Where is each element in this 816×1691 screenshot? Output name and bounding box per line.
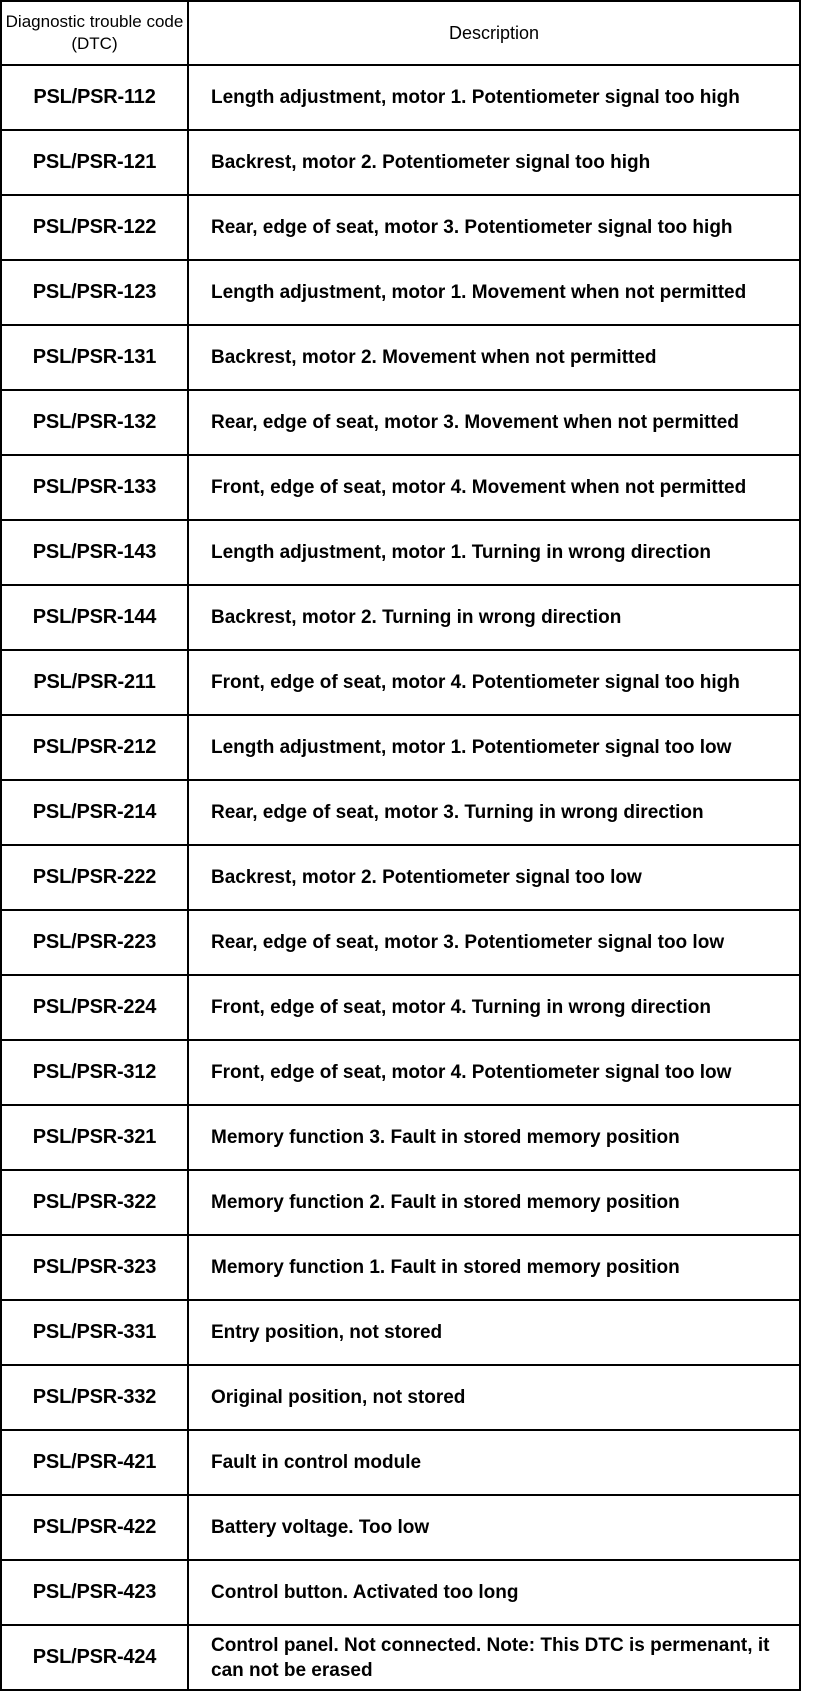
dtc-description: Backrest, motor 2. Movement when not permitted	[188, 325, 800, 390]
dtc-description: Backrest, motor 2. Potentiometer signal too high	[188, 130, 800, 195]
dtc-description: Fault in control module	[188, 1430, 800, 1495]
table-row	[1, 650, 800, 715]
dtc-code: PSL/PSR-321	[1, 1105, 188, 1170]
dtc-code: PSL/PSR-121	[1, 130, 188, 195]
table-row	[1, 1300, 800, 1365]
table-row	[1, 1365, 800, 1430]
dtc-code: PSL/PSR-143	[1, 520, 188, 585]
table-row	[1, 715, 800, 780]
table-row	[1, 1495, 800, 1560]
table-row	[1, 520, 800, 585]
dtc-description: Rear, edge of seat, motor 3. Potentiometer signal too high	[188, 195, 800, 260]
dtc-code: PSL/PSR-223	[1, 910, 188, 975]
dtc-code: PSL/PSR-144	[1, 585, 188, 650]
table-row	[1, 390, 800, 455]
dtc-description: Rear, edge of seat, motor 3. Potentiometer signal too low	[188, 910, 800, 975]
header-row	[1, 1, 800, 65]
table-row	[1, 195, 800, 260]
table-row	[1, 1430, 800, 1495]
table-row	[1, 780, 800, 845]
dtc-code: PSL/PSR-331	[1, 1300, 188, 1365]
header-dtc: Diagnostic trouble code (DTC)	[1, 1, 188, 65]
table-row	[1, 130, 800, 195]
table-row	[1, 910, 800, 975]
table-row	[1, 1560, 800, 1625]
dtc-description: Control panel. Not connected. Note: This DTC is permenant, it can not be erased	[188, 1625, 800, 1690]
dtc-code: PSL/PSR-312	[1, 1040, 188, 1105]
dtc-description: Front, edge of seat, motor 4. Potentiometer signal too high	[188, 650, 800, 715]
table-row	[1, 325, 800, 390]
table-row	[1, 1105, 800, 1170]
dtc-code: PSL/PSR-323	[1, 1235, 188, 1300]
dtc-code: PSL/PSR-212	[1, 715, 188, 780]
dtc-description: Backrest, motor 2. Turning in wrong direction	[188, 585, 800, 650]
table-row	[1, 1625, 800, 1690]
table-row	[1, 65, 800, 130]
dtc-code: PSL/PSR-322	[1, 1170, 188, 1235]
dtc-description: Front, edge of seat, motor 4. Movement when not permitted	[188, 455, 800, 520]
dtc-description: Rear, edge of seat, motor 3. Movement when not permitted	[188, 390, 800, 455]
table-row	[1, 585, 800, 650]
dtc-code: PSL/PSR-222	[1, 845, 188, 910]
table-row	[1, 1235, 800, 1300]
dtc-code: PSL/PSR-424	[1, 1625, 188, 1690]
dtc-code: PSL/PSR-132	[1, 390, 188, 455]
dtc-description: Length adjustment, motor 1. Potentiometer signal too high	[188, 65, 800, 130]
table-row	[1, 975, 800, 1040]
dtc-code: PSL/PSR-224	[1, 975, 188, 1040]
dtc-code: PSL/PSR-332	[1, 1365, 188, 1430]
table-row	[1, 455, 800, 520]
table-row	[1, 1040, 800, 1105]
dtc-code: PSL/PSR-211	[1, 650, 188, 715]
dtc-description: Length adjustment, motor 1. Turning in wrong direction	[188, 520, 800, 585]
dtc-description: Front, edge of seat, motor 4. Potentiometer signal too low	[188, 1040, 800, 1105]
dtc-description: Entry position, not stored	[188, 1300, 800, 1365]
dtc-code: PSL/PSR-123	[1, 260, 188, 325]
table-header	[1, 1, 800, 65]
dtc-code: PSL/PSR-421	[1, 1430, 188, 1495]
dtc-description: Memory function 2. Fault in stored memory position	[188, 1170, 800, 1235]
dtc-code: PSL/PSR-112	[1, 65, 188, 130]
table-row	[1, 845, 800, 910]
dtc-description: Backrest, motor 2. Potentiometer signal too low	[188, 845, 800, 910]
table-body	[1, 65, 800, 1690]
dtc-code: PSL/PSR-122	[1, 195, 188, 260]
dtc-code: PSL/PSR-131	[1, 325, 188, 390]
table-row	[1, 1170, 800, 1235]
dtc-description: Memory function 1. Fault in stored memory position	[188, 1235, 800, 1300]
dtc-description: Control button. Activated too long	[188, 1560, 800, 1625]
dtc-code: PSL/PSR-422	[1, 1495, 188, 1560]
table-row	[1, 260, 800, 325]
dtc-code: PSL/PSR-133	[1, 455, 188, 520]
dtc-code: PSL/PSR-423	[1, 1560, 188, 1625]
dtc-description: Memory function 3. Fault in stored memory position	[188, 1105, 800, 1170]
dtc-description: Original position, not stored	[188, 1365, 800, 1430]
dtc-description: Battery voltage. Too low	[188, 1495, 800, 1560]
dtc-description: Rear, edge of seat, motor 3. Turning in wrong direction	[188, 780, 800, 845]
dtc-description: Front, edge of seat, motor 4. Turning in wrong direction	[188, 975, 800, 1040]
dtc-code: PSL/PSR-214	[1, 780, 188, 845]
header-description: Description	[188, 1, 800, 65]
dtc-description: Length adjustment, motor 1. Movement when not permitted	[188, 260, 800, 325]
dtc-description: Length adjustment, motor 1. Potentiometer signal too low	[188, 715, 800, 780]
